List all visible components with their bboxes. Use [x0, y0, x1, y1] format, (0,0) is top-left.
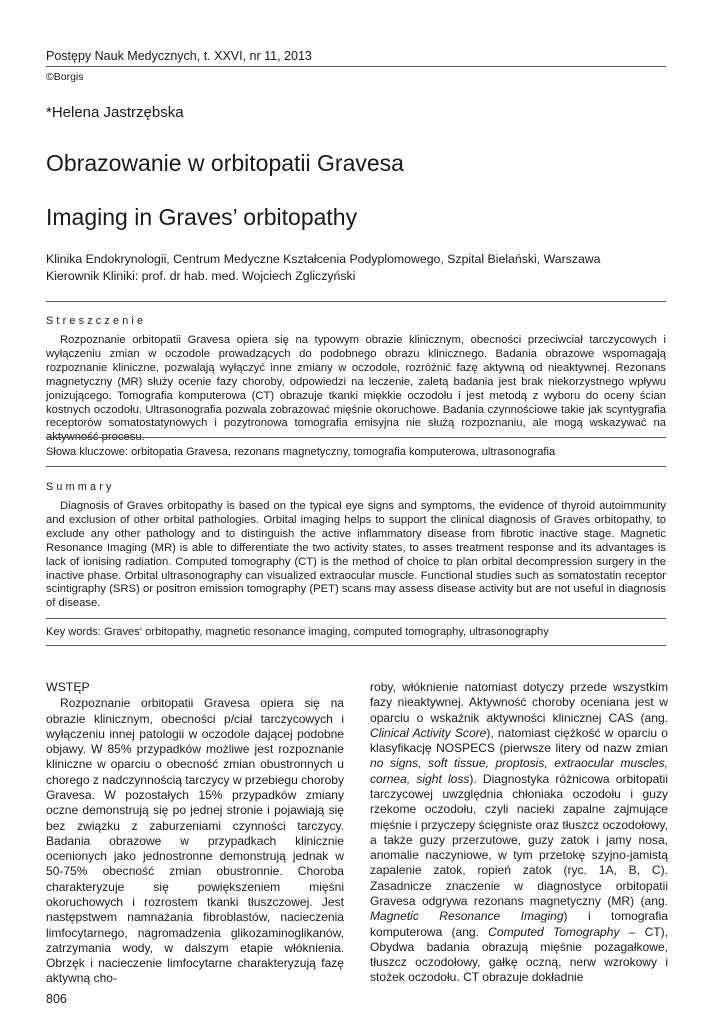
key-words: Key words: Graves‘ orbitopathy, magnetic resonance imaging, computed tomography, ultrasonography	[46, 626, 549, 638]
key-words-rule	[46, 645, 666, 646]
term-mri: Magnetic Resonance Imaging	[370, 909, 564, 924]
author-name: *Helena Jastrzębska	[46, 104, 184, 121]
section-title-wstep: WSTĘP	[46, 680, 90, 694]
body-column-left	[46, 680, 344, 987]
summary-rule	[46, 618, 666, 619]
affiliation-head: Kierownik Kliniki: prof. dr hab. med. Wojciech Zgliczyński	[46, 269, 356, 283]
term-nospecs: no signs, soft tissue, proptosis, extraocular muscles, cornea, sight loss	[370, 756, 668, 786]
journal-citation: Postępy Nauk Medycznych, t. XXVI, nr 11, 2013	[46, 49, 312, 63]
title-polish: Obrazowanie w orbitopatii Gravesa	[46, 150, 404, 176]
abstract-top-rule	[46, 301, 666, 302]
body-paragraph: Rozpoznanie orbitopatii Gravesa opiera się na obrazie klinicznym, obecności p/ciał tarczycowych i wyłączeniu innej patologii w oczodole dającej podobne objawy. W 85% przypadków możliwe jest rozpoznanie kliniczne w oparciu o obecność zmian obustronnych u chorego z nadczynnością tarczycy w przebiegu choroby Gravesa. W pozostałych 15% przypadków zmiany oczne demonstrują się po jednej stronie i pojawiają się bez związku z zaburzeniami czynności tarczycy. Badania obrazowe w przypadkach klinicznie ocenionych jako jednostronne demonstrują jednak w 50-75% obecność zmian obustronnie. Choroba charakteryzuje się powiększeniem mięśni okoruchowych i rozrostem tkanki tłuszczowej. Jest następstwem namnażania fibroblastów, nacieczenia limfocytarnego, nagromadzenia glikozaminoglikanów, zatrzymania wody, w dalszym etapie włóknienia. Obrzęk i nacieczenie limfocytarne charakteryzują fazę aktywną cho-	[46, 696, 344, 986]
page-number: 806	[46, 992, 67, 1006]
affiliation-institution: Klinika Endokrynologii, Centrum Medyczne Kształcenia Podyplomowego, Szpital Bielański, Warszawa	[46, 252, 601, 266]
streszczenie-text: Rozpoznanie orbitopatii Gravesa opiera się na typowym obrazie klinicznym, obecności przeciwciał tarczycowych i wyłączeniu zmian w oczodole prowadzących do podobnego obrazu klinicznego. Badania obrazowe wspomagają rozpoznanie kliniczne, pozwalają wyłączyć inne zmiany w oczodole, rozróżnić fazę aktywną od nieaktywnej. Rezonans magnetyczny (MR) służy ocenie fazy choroby, odpowiedzi na leczenie, zaletą badania jest brak niekorzystnego wpływu jonizującego. Tomografia komputerowa (CT) obrazuje tkanki miękkie oczodołu i jest metodą z wyboru do oceny ścian kostnych oczodołu. Ultrasonografia pozwala zobrazować mięśnie okoruchowe. Badania czynnościowe takie jak scyntygrafia receptorów somatostatynowych i pozytronowa tomografia emisyjna nie służą rozpoznaniu, ale mogą wskazywać na aktywność procesu.	[46, 334, 666, 444]
keywords-rule	[46, 466, 666, 467]
summary-text: Diagnosis of Graves orbitopathy is based on the typical eye signs and symptoms, the evidence of thyroid autoimmunity and exclusion of other orbital pathologies. Orbital imaging helps to support the clinical diagnosis of Graves orbitopathy, to exclude any other pathology and to distinguish the active inflammatory disease from fibrotic inactive stage. Magnetic Resonance Imaging (MR) is able to differentiate the two activity states, to asses treatment response and its advantages is lack of ionising radiation. Computed tomography (CT) is the method of choice to plan orbital decompression surgery in the inactive phase. Orbital ultrasonography can visualized extraocular muscle. Functional studies such as somatostatin receptor scintigraphy (SRS) or positron emission tomography (PET) scans may assess disease activity but are not useful in diagnosis of disease.	[46, 500, 666, 610]
streszczenie-heading: Streszczenie	[46, 315, 147, 327]
slowa-kluczowe: Słowa kluczowe: orbitopatia Gravesa, rezonans magnetyczny, tomografia komputerowa, ultrasonografia	[46, 446, 556, 458]
header-rule	[46, 66, 666, 67]
term-ct: Computed Tomography	[488, 924, 620, 939]
body-column-right	[370, 680, 668, 986]
copyright-notice: ©Borgis	[46, 71, 84, 83]
affiliation	[46, 251, 666, 285]
term-cas: Clinical Activity Score	[370, 725, 487, 740]
title-english: Imaging in Graves’ orbitopathy	[46, 204, 358, 230]
summary-heading: Summary	[46, 481, 115, 493]
body-paragraph-continued: roby, włóknienie natomiast dotyczy przede wszystkim fazy nieaktywnej. Aktywność choroby oceniana jest w oparciu o wskaźnik aktywności klinicznej CAS (ang. Clinical Activity Score), natomiast ciężkość w oparciu o klasyfikację NOSPECS (pierwsze litery od nazw zmian no signs, soft tissue, proptosis, extraocular muscles, cornea, sight loss). Diagnostyka różnicowa orbitopatii tarczycowej uwzględnia chłoniaka oczodołu i guzy rzekome oczodołu, czyli nacieki zapalne zajmujące mięśnie i przyczepy ścięgniste oraz tłuszcz oczodołowy, a także guzy przerzutowe, guzy zatok i jamy nosa, anomalie naczyniowe, w tym przetokę szyjno-jamistą zapalenie zatok, ropień zatok (ryc. 1A, B, C). Zasadnicze znaczenie w diagnostyce orbitopatii Gravesa odgrywa rezonans magnetyczny (MR) (ang. Magnetic Resonance Imaging) i tomografia komputerowa (ang. Computed Tomography – CT), Obydwa badania obrazują mięśnie pozagałkowe, tłuszcz oczodołowy, gałkę oczną, nerw wzrokowy i stożek oczodołu. CT obrazuje dokładnie	[370, 680, 668, 985]
streszczenie-rule	[46, 437, 666, 438]
